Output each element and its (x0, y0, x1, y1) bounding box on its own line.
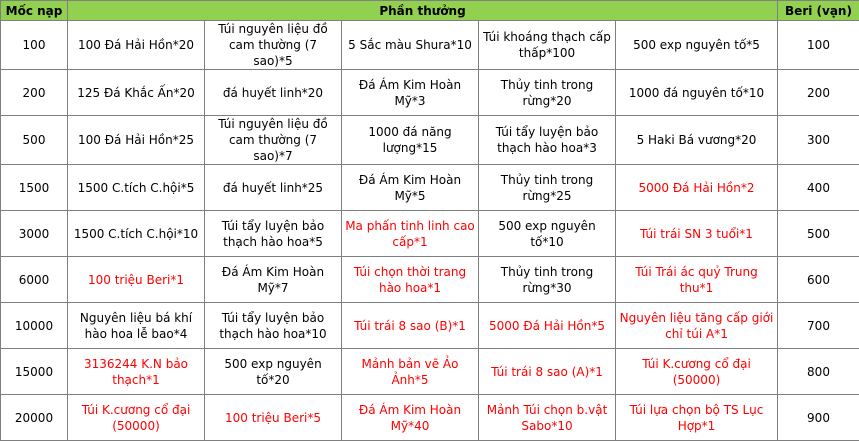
reward-cell: Túi trái SN 3 tuổi*1 (616, 211, 778, 257)
reward-cell: 500 exp nguyên tố*5 (616, 21, 778, 70)
reward-cell: 1000 đá năng lượng*15 (342, 116, 479, 165)
table-row (1, 257, 859, 303)
reward-cell: Túi tẩy luyện bảo thạch hào hoa*10 (205, 303, 342, 349)
reward-cell: 100 Đá Hải Hồn*25 (68, 116, 205, 165)
beri-cell: 500 (778, 211, 859, 257)
reward-cell: 5 Haki Bá vương*20 (616, 116, 778, 165)
beri-cell: 400 (778, 165, 859, 211)
moc-nap-cell: 3000 (1, 211, 68, 257)
reward-cell: 3136244 K.N bảo thạch*1 (68, 349, 205, 395)
table-row (1, 165, 859, 211)
reward-cell: Túi tẩy luyện bảo thạch hào hoa*5 (205, 211, 342, 257)
beri-cell: 800 (778, 349, 859, 395)
reward-cell: Nguyên liệu tăng cấp giới chỉ túi A*1 (616, 303, 778, 349)
reward-cell: Đá Ám Kim Hoàn Mỹ*7 (205, 257, 342, 303)
reward-cell: Túi trái 8 sao (B)*1 (342, 303, 479, 349)
reward-cell: Túi Trái ác quỷ Trung thu*1 (616, 257, 778, 303)
header-moc-nap: Mốc nạp (1, 1, 68, 21)
beri-cell: 700 (778, 303, 859, 349)
beri-cell: 300 (778, 116, 859, 165)
reward-cell: 500 exp nguyên tố*20 (205, 349, 342, 395)
table-row (1, 349, 859, 395)
reward-cell: Túi khoáng thạch cấp thấp*100 (479, 21, 616, 70)
reward-cell: Mảnh Túi chọn b.vật Sabo*10 (479, 395, 616, 441)
reward-cell: 100 triệu Beri*1 (68, 257, 205, 303)
header-row (1, 1, 859, 21)
reward-cell: 5000 Đá Hải Hồn*2 (616, 165, 778, 211)
table-row (1, 21, 859, 70)
reward-cell: Đá Ám Kim Hoàn Mỹ*3 (342, 70, 479, 116)
reward-cell: 1000 đá nguyên tố*10 (616, 70, 778, 116)
beri-cell: 900 (778, 395, 859, 441)
reward-cell: Đá Ám Kim Hoàn Mỹ*5 (342, 165, 479, 211)
reward-cell: Túi K.cương cổ đại (50000) (68, 395, 205, 441)
beri-cell: 100 (778, 21, 859, 70)
reward-cell: Túi chọn thời trang hào hoa*1 (342, 257, 479, 303)
table-row (1, 395, 859, 441)
reward-cell: Túi nguyên liệu đồ cam thường (7 sao)*7 (205, 116, 342, 165)
moc-nap-cell: 10000 (1, 303, 68, 349)
reward-cell: 100 triệu Beri*5 (205, 395, 342, 441)
reward-cell: Túi trái 8 sao (A)*1 (479, 349, 616, 395)
reward-cell: Nguyên liệu bá khí hào hoa lễ bao*4 (68, 303, 205, 349)
table-row (1, 70, 859, 116)
moc-nap-cell: 500 (1, 116, 68, 165)
moc-nap-cell: 100 (1, 21, 68, 70)
header-phan-thuong: Phần thưởng (68, 1, 778, 21)
header-beri: Beri (vạn) (778, 1, 859, 21)
reward-cell: Đá Ám Kim Hoàn Mỹ*40 (342, 395, 479, 441)
beri-cell: 200 (778, 70, 859, 116)
table-row (1, 116, 859, 165)
reward-cell: 5000 Đá Hải Hồn*5 (479, 303, 616, 349)
beri-cell: 600 (778, 257, 859, 303)
reward-cell: Thủy tinh trong rừng*30 (479, 257, 616, 303)
reward-cell: Túi K.cương cổ đại (50000) (616, 349, 778, 395)
reward-cell: Thủy tinh trong rừng*25 (479, 165, 616, 211)
reward-cell: đá huyết linh*20 (205, 70, 342, 116)
reward-cell: Túi nguyên liệu đồ cam thường (7 sao)*5 (205, 21, 342, 70)
reward-cell: 5 Sắc màu Shura*10 (342, 21, 479, 70)
reward-cell: 1500 C.tích C.hội*10 (68, 211, 205, 257)
reward-cell: đá huyết linh*25 (205, 165, 342, 211)
table-row (1, 303, 859, 349)
reward-cell: Thủy tinh trong rừng*20 (479, 70, 616, 116)
moc-nap-cell: 6000 (1, 257, 68, 303)
reward-cell: 1500 C.tích C.hội*5 (68, 165, 205, 211)
reward-cell: Mảnh bản vẽ Ảo Ảnh*5 (342, 349, 479, 395)
reward-cell: Túi lựa chọn bộ TS Lục Hợp*1 (616, 395, 778, 441)
reward-cell: 100 Đá Hải Hồn*20 (68, 21, 205, 70)
moc-nap-cell: 200 (1, 70, 68, 116)
moc-nap-cell: 1500 (1, 165, 68, 211)
moc-nap-cell: 15000 (1, 349, 68, 395)
reward-cell: 500 exp nguyên tố*10 (479, 211, 616, 257)
moc-nap-cell: 20000 (1, 395, 68, 441)
reward-cell: 125 Đá Khắc Ấn*20 (68, 70, 205, 116)
table-row (1, 211, 859, 257)
reward-cell: Túi tẩy luyện bảo thạch hào hoa*3 (479, 116, 616, 165)
reward-cell: Ma phấn tinh linh cao cấp*1 (342, 211, 479, 257)
